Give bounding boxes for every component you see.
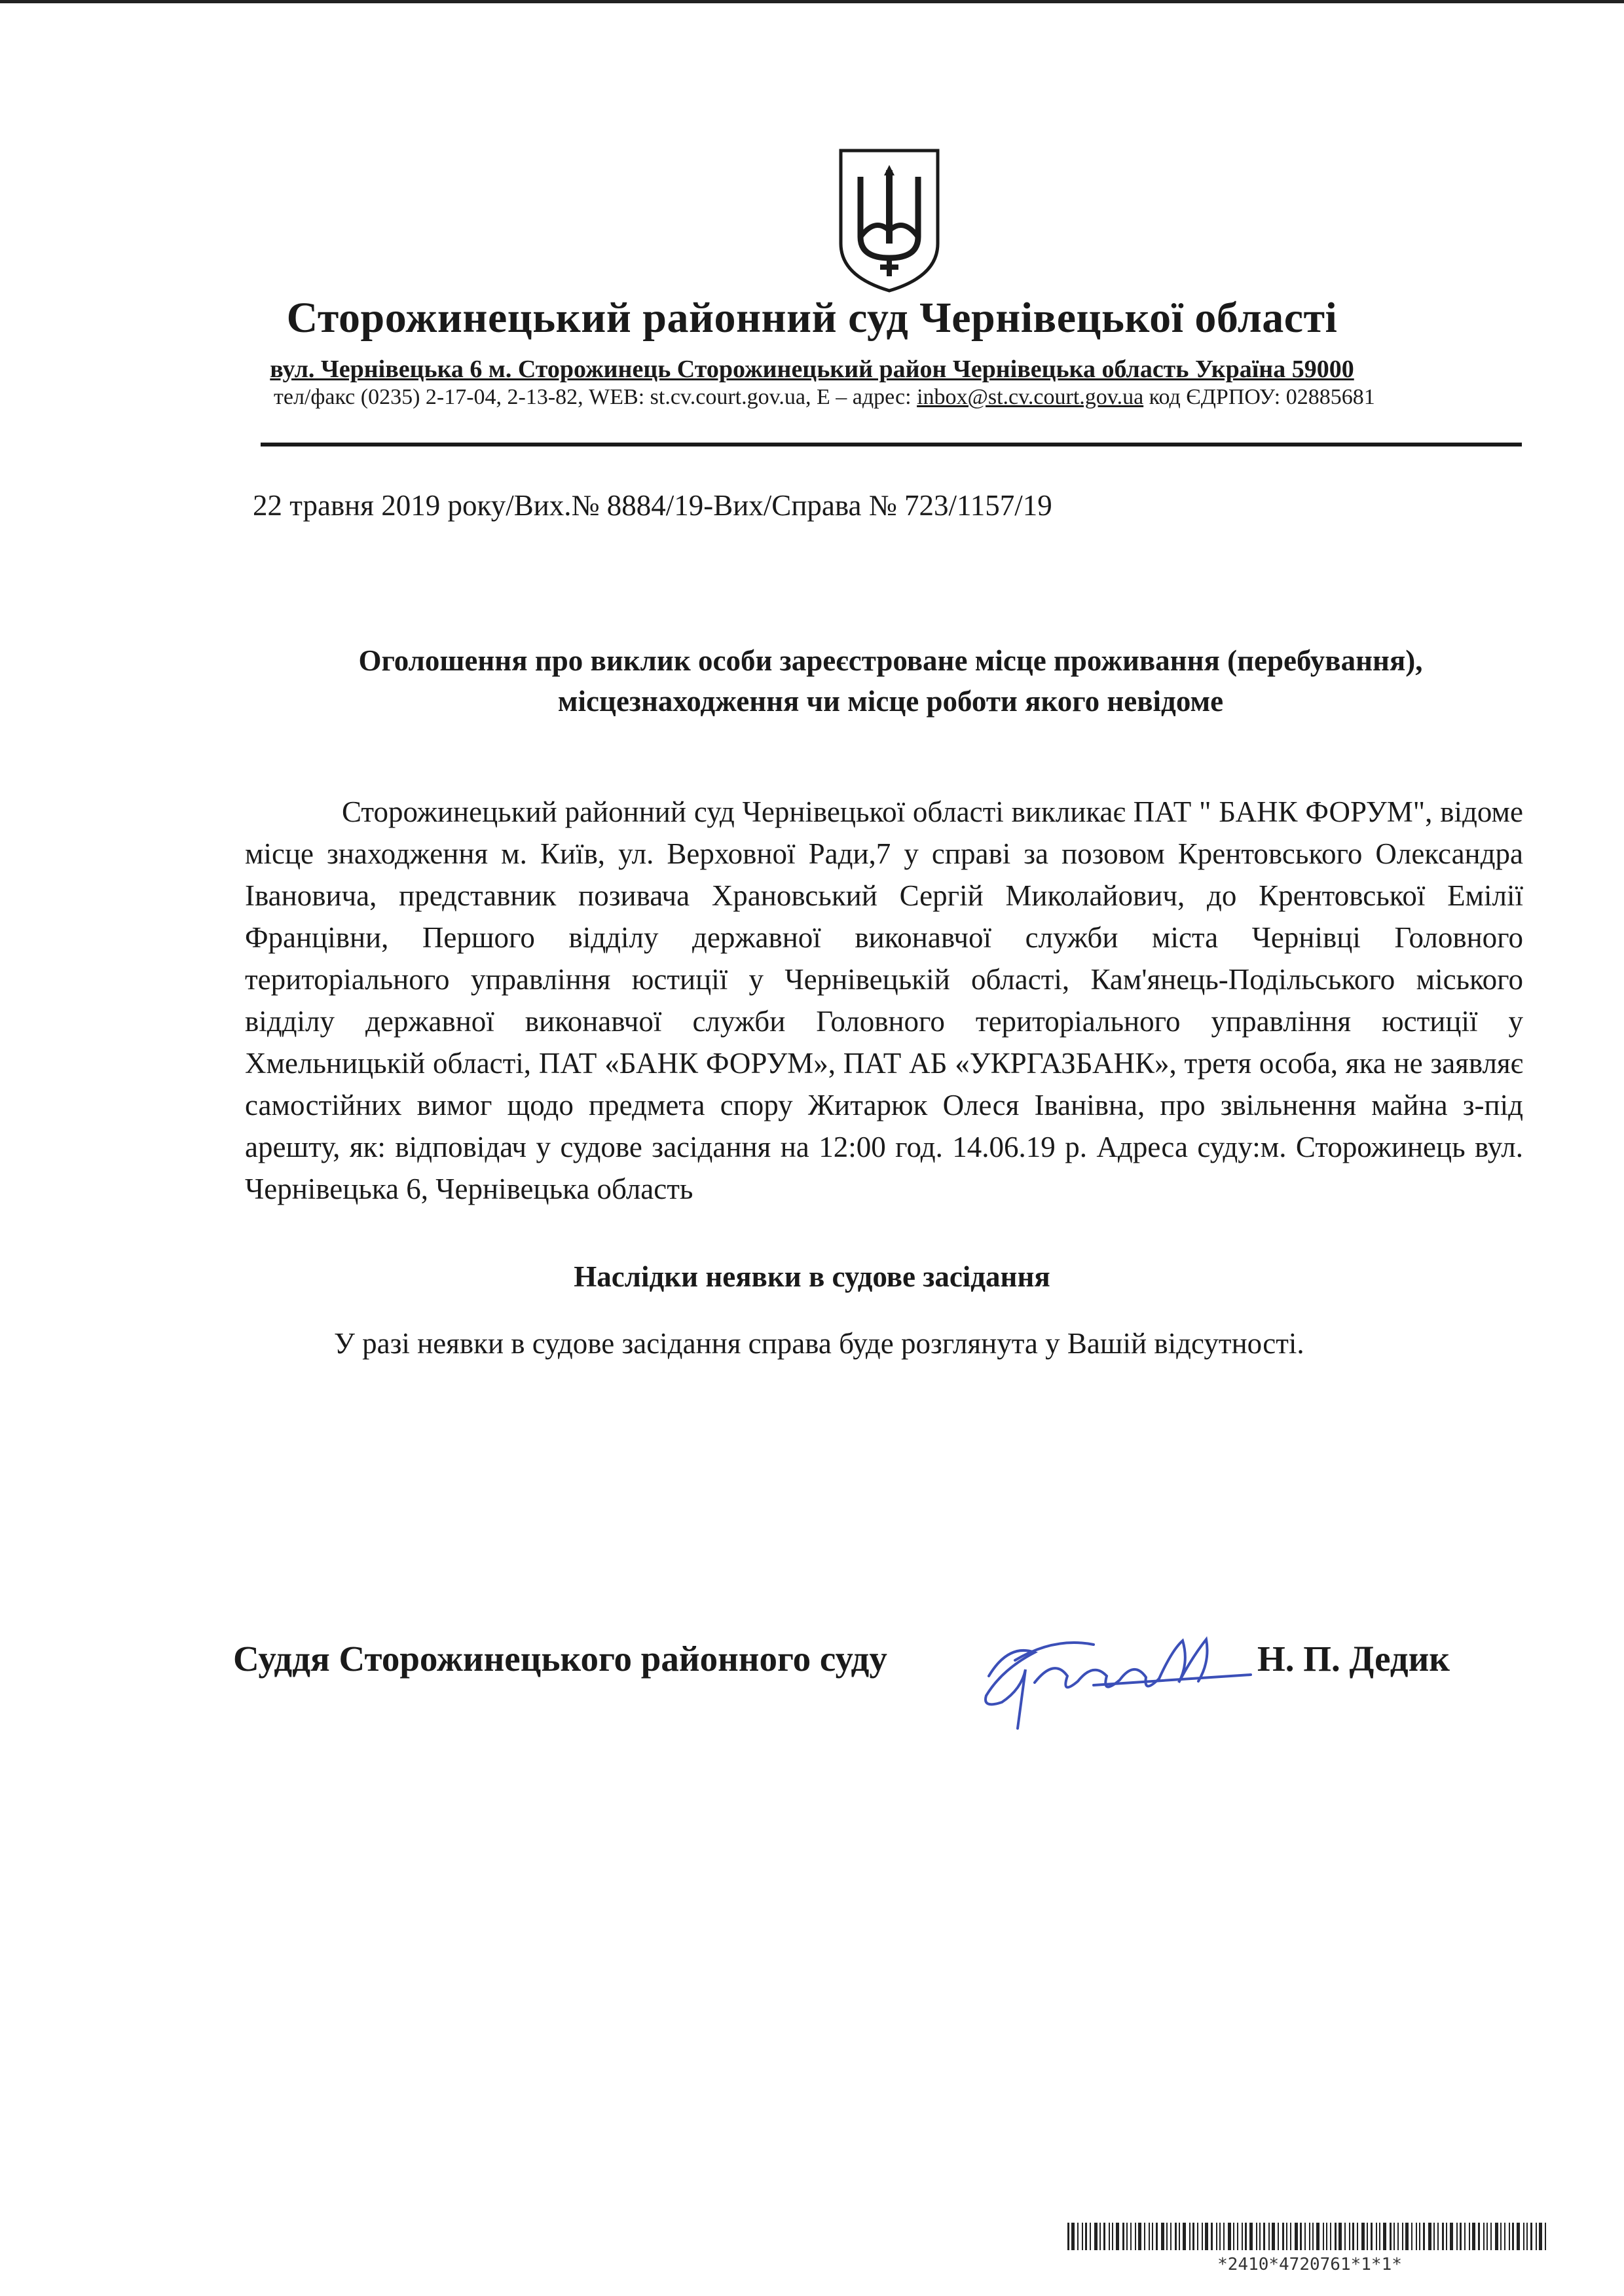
- title-line-2: місцезнаходження чи місце роботи якого невідоме: [557, 685, 1224, 718]
- barcode-number: *2410*4720761*1*1*: [1217, 2255, 1402, 2274]
- contacts-suffix: код ЄДРПОУ: 02885681: [1143, 385, 1375, 409]
- outgoing-reference: 22 травня 2019 року/Вих.№ 8884/19-Вих/Справа № 723/1157/19: [253, 489, 1052, 522]
- court-contacts: [274, 385, 1518, 410]
- barcode-icon: [1067, 2223, 1552, 2250]
- consequences-heading: Наслідки неявки в судове засідання: [574, 1260, 1050, 1293]
- contacts-prefix: тел/факс (0235) 2-17-04, 2-13-82, WEB: st.cv.court.gov.ua, E – адрес:: [274, 385, 917, 409]
- header-divider: [261, 443, 1522, 446]
- trident-icon: [834, 145, 944, 295]
- court-name: Сторожинецький районний суд Чернівецької області: [286, 294, 1338, 342]
- consequences-text: У разі неявки в судове засідання справа буде розглянута у Вашій відсутності.: [334, 1327, 1304, 1360]
- scan-edge-line: [0, 0, 1624, 3]
- summons-body: Сторожинецький районний суд Чернівецької області викликає ПАТ " БАНК ФОРУМ", відоме місце знаходження м. Київ, ул. Верховної Ради,7 у справі за позовом Крентовського Олександра Івановича, представник позивача Храновський Сергій Миколайович, до Крентовської Емілії Францівни, Першого відділу державної виконавчої служби міста Чернівці Головного територіального управління юстиції у Чернівецькій області, Кам'янець-Подільського міського відділу державної виконавчої служби Головного територіального управління юстиції у Хмельницькій області, ПАТ «БАНК ФОРУМ», ПАТ АБ «УКРГАЗБАНК», третя особа, яка не заявляє самостійних вимог щодо предмета спору Житарюк Олеся Іванівна, про звільнення майна з-під арешту, як: відповідач у судове засідання на 12:00 год. 14.06.19 р. Адреса суду:м. Сторожинець вул. Чернівецька 6, Чернівецька область: [245, 795, 1523, 1205]
- court-address: вул. Чернівецька 6 м. Сторожинець Сторожинецький район Чернівецька область Україна 59000: [270, 355, 1354, 383]
- judge-name: Н. П. Дедик: [1257, 1639, 1450, 1679]
- email-link[interactable]: inbox@st.cv.court.gov.ua: [917, 385, 1144, 409]
- document-title: [249, 640, 1532, 721]
- signature-icon: [963, 1597, 1264, 1748]
- judge-title: Суддя Сторожинецького районного суду: [233, 1639, 887, 1679]
- title-line-1: Оголошення про виклик особи зареєстроване місце проживання (перебування),: [358, 644, 1423, 677]
